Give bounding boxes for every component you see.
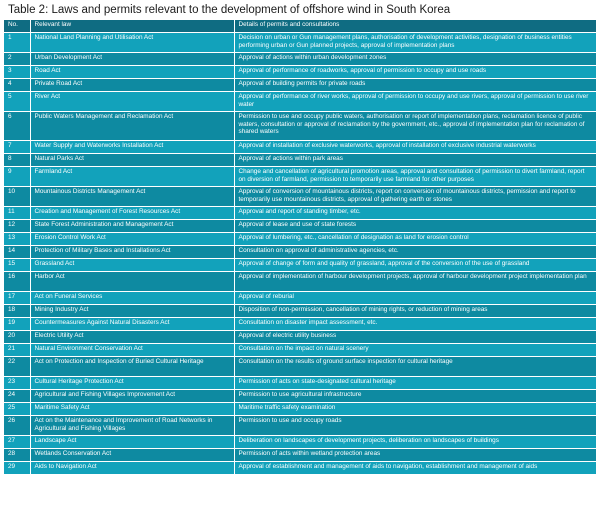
table-row xyxy=(4,331,596,344)
row-details: Decision on urban or Gun management plans, authorisation of development activities, designation of business entities performing urban or Gun planned projects, approval of implementation plans xyxy=(234,33,596,53)
table-row xyxy=(4,220,596,233)
table-row xyxy=(4,449,596,462)
row-law: Urban Development Act xyxy=(30,53,234,66)
row-no: 12 xyxy=(4,220,30,233)
row-law: Harbor Act xyxy=(30,272,234,292)
row-details: Approval of change of form and quality of grassland, approval of the conversion of the use of grassland xyxy=(234,259,596,272)
row-details: Approval of building permits for private roads xyxy=(234,79,596,92)
row-no: 27 xyxy=(4,436,30,449)
row-details: Permission to use agricultural infrastructure xyxy=(234,390,596,403)
table-row xyxy=(4,403,596,416)
row-no: 18 xyxy=(4,305,30,318)
laws-permits-table xyxy=(4,20,596,475)
row-law: Act on Funeral Services xyxy=(30,292,234,305)
row-details: Approval of establishment and management of aids to navigation, establishment and management of aids xyxy=(234,462,596,475)
row-law: Private Road Act xyxy=(30,79,234,92)
row-details: Maritime traffic safety examination xyxy=(234,403,596,416)
row-details: Consultation on the results of ground surface inspection for cultural heritage xyxy=(234,357,596,377)
row-details: Consultation on approval of administrative agencies, etc. xyxy=(234,246,596,259)
row-law: Road Act xyxy=(30,66,234,79)
table-row xyxy=(4,154,596,167)
table-row xyxy=(4,112,596,141)
row-no: 21 xyxy=(4,344,30,357)
row-details: Approval of implementation of harbour development projects, approval of harbour development project implementation plan xyxy=(234,272,596,292)
table-row xyxy=(4,357,596,377)
table-row xyxy=(4,167,596,187)
row-details: Approval of lumbering, etc., cancellation of designation as land for erosion control xyxy=(234,233,596,246)
row-details: Permission of acts within wetland protection areas xyxy=(234,449,596,462)
row-no: 24 xyxy=(4,390,30,403)
row-details: Consultation on the impact on natural scenery xyxy=(234,344,596,357)
row-law: Electric Utility Act xyxy=(30,331,234,344)
table-row xyxy=(4,292,596,305)
row-law: National Land Planning and Utilisation Act xyxy=(30,33,234,53)
row-no: 11 xyxy=(4,207,30,220)
table-row xyxy=(4,318,596,331)
row-no: 4 xyxy=(4,79,30,92)
row-law: Natural Parks Act xyxy=(30,154,234,167)
row-law: Water Supply and Waterworks Installation Act xyxy=(30,141,234,154)
row-details: Approval of reburial xyxy=(234,292,596,305)
row-details: Approval of installation of exclusive waterworks, approval of installation of exclusive industrial waterworks xyxy=(234,141,596,154)
table-row xyxy=(4,246,596,259)
row-law: Agricultural and Fishing Villages Improvement Act xyxy=(30,390,234,403)
row-details: Permission to use and occupy public waters, authorisation or report of implementation plans, reclamation licence of public waters, consultation or approval of reclamation by the government, etc., approval of implementation plan for reclamation of shared waters xyxy=(234,112,596,141)
row-law: Farmland Act xyxy=(30,167,234,187)
table-row xyxy=(4,305,596,318)
row-details: Approval of conversion of mountainous districts, report on conversion of mountainous districts, permission and report to temporarily use mountainous districts, approval of gathering earth or stones xyxy=(234,187,596,207)
row-details: Permission to use and occupy roads xyxy=(234,416,596,436)
header-no: No. xyxy=(4,20,30,33)
row-law: Aids to Navigation Act xyxy=(30,462,234,475)
row-no: 22 xyxy=(4,357,30,377)
row-no: 29 xyxy=(4,462,30,475)
table-row xyxy=(4,187,596,207)
table-row xyxy=(4,92,596,112)
row-no: 2 xyxy=(4,53,30,66)
row-law: Wetlands Conservation Act xyxy=(30,449,234,462)
row-no: 15 xyxy=(4,259,30,272)
row-details: Change and cancellation of agricultural promotion areas, approval and consultation of permission to divert farmland, report on diversion of farmland, permission to temporarily use farmland for other purposes xyxy=(234,167,596,187)
row-no: 10 xyxy=(4,187,30,207)
row-law: Natural Environment Conservation Act xyxy=(30,344,234,357)
row-details: Approval of lease and use of state forests xyxy=(234,220,596,233)
row-no: 19 xyxy=(4,318,30,331)
row-no: 17 xyxy=(4,292,30,305)
row-law: Act on Protection and Inspection of Buried Cultural Heritage xyxy=(30,357,234,377)
row-law: Grassland Act xyxy=(30,259,234,272)
row-details: Approval of performance of roadworks, approval of permission to occupy and use roads xyxy=(234,66,596,79)
row-no: 8 xyxy=(4,154,30,167)
row-law: Protection of Military Bases and Installations Act xyxy=(30,246,234,259)
row-law: River Act xyxy=(30,92,234,112)
row-law: Countermeasures Against Natural Disasters Act xyxy=(30,318,234,331)
table-row xyxy=(4,344,596,357)
row-details: Consultation on disaster impact assessment, etc. xyxy=(234,318,596,331)
row-details: Approval of actions within park areas xyxy=(234,154,596,167)
row-no: 20 xyxy=(4,331,30,344)
table-row xyxy=(4,272,596,292)
header-details: Details of permits and consultations xyxy=(234,20,596,33)
row-no: 16 xyxy=(4,272,30,292)
row-details: Deliberation on landscapes of development projects, deliberation on landscapes of buildings xyxy=(234,436,596,449)
row-no: 25 xyxy=(4,403,30,416)
row-details: Approval of performance of river works, approval of permission to occupy and use rivers, approval of permission to use river water xyxy=(234,92,596,112)
row-details: Approval and report of standing timber, etc. xyxy=(234,207,596,220)
row-no: 26 xyxy=(4,416,30,436)
table-row xyxy=(4,66,596,79)
document-page xyxy=(4,0,596,475)
row-law: State Forest Administration and Management Act xyxy=(30,220,234,233)
row-law: Public Waters Management and Reclamation Act xyxy=(30,112,234,141)
row-law: Maritime Safety Act xyxy=(30,403,234,416)
row-details: Permission of acts on state-designated cultural heritage xyxy=(234,377,596,390)
table-row xyxy=(4,416,596,436)
table-row xyxy=(4,436,596,449)
row-law: Cultural Heritage Protection Act xyxy=(30,377,234,390)
row-no: 13 xyxy=(4,233,30,246)
row-no: 28 xyxy=(4,449,30,462)
row-no: 6 xyxy=(4,112,30,141)
row-no: 14 xyxy=(4,246,30,259)
row-details: Disposition of non-permission, cancellation of mining rights, or reduction of mining areas xyxy=(234,305,596,318)
row-law: Mountainous Districts Management Act xyxy=(30,187,234,207)
row-no: 1 xyxy=(4,33,30,53)
table-row xyxy=(4,390,596,403)
row-law: Act on the Maintenance and Improvement of Road Networks in Agricultural and Fishing Villages xyxy=(30,416,234,436)
table-row xyxy=(4,79,596,92)
row-law: Creation and Management of Forest Resources Act xyxy=(30,207,234,220)
row-no: 9 xyxy=(4,167,30,187)
row-law: Erosion Control Work Act xyxy=(30,233,234,246)
row-law: Mining Industry Act xyxy=(30,305,234,318)
table-row xyxy=(4,53,596,66)
row-no: 5 xyxy=(4,92,30,112)
row-details: Approval of actions within urban development zones xyxy=(234,53,596,66)
header-relevant-law: Relevant law xyxy=(30,20,234,33)
table-caption: Table 2: Laws and permits relevant to the development of offshore wind in South Korea xyxy=(8,4,451,16)
table-row xyxy=(4,259,596,272)
row-no: 23 xyxy=(4,377,30,390)
table-row xyxy=(4,141,596,154)
table-row xyxy=(4,33,596,53)
row-details: Approval of electric utility business xyxy=(234,331,596,344)
row-law: Landscape Act xyxy=(30,436,234,449)
table-row xyxy=(4,207,596,220)
table-row xyxy=(4,377,596,390)
row-no: 7 xyxy=(4,141,30,154)
table-row xyxy=(4,233,596,246)
row-no: 3 xyxy=(4,66,30,79)
table-row xyxy=(4,462,596,475)
table-header-row xyxy=(4,20,596,33)
